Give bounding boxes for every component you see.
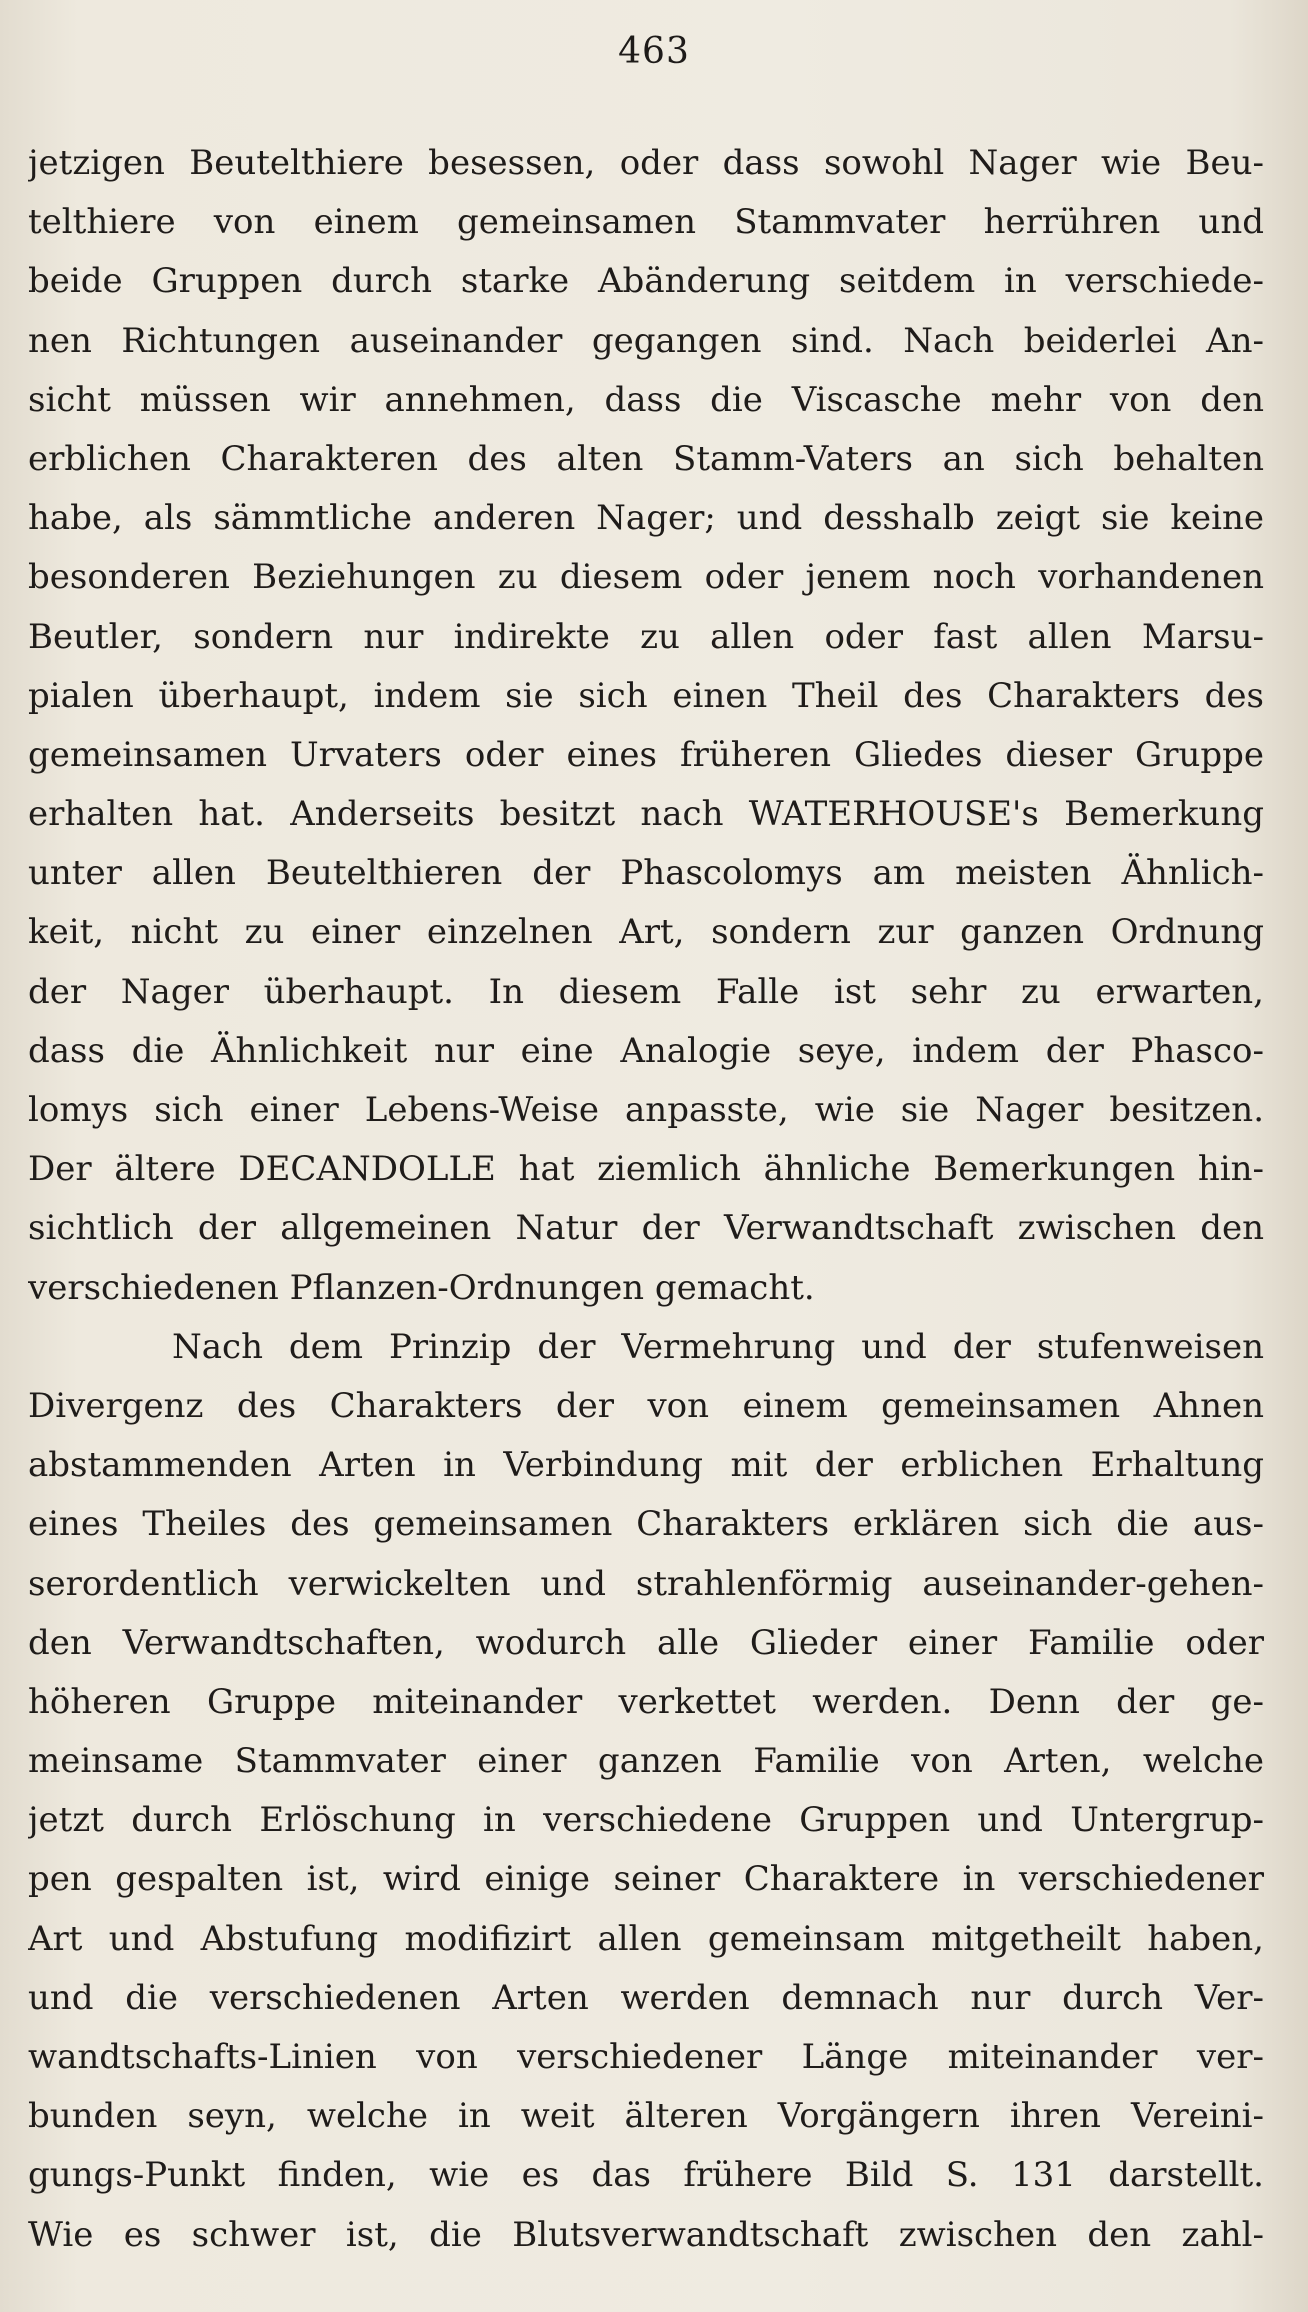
text-line: pialen überhaupt, indem sie sich einen Theil des Charakters des [28, 675, 1264, 716]
text-line: jetzigen Beutelthiere besessen, oder dass sowohl Nager wie Beu- [28, 143, 1264, 183]
text-line: sichtlich der allgemeinen Natur der Verwandtschaft zwischen den [28, 1208, 1264, 1249]
text-line: der Nager überhaupt. In diesem Falle ist sehr zu erwarten, [28, 971, 1264, 1012]
text-line: wandtschafts-Linien von verschiedener Länge miteinander ver- [28, 2037, 1264, 2077]
text-line: und die verschiedenen Arten werden demnach nur durch Ver- [28, 1977, 1264, 2018]
body-text [28, 134, 1264, 2265]
text-line: meinsame Stammvater einer ganzen Familie von Arten, welche [28, 1741, 1264, 1782]
text-line: Der ältere DECANDOLLE hat ziemlich ähnliche Bemerkungen hin- [28, 1149, 1264, 1190]
text-line: den Verwandtschaften, wodurch alle Glieder einer Familie oder [28, 1622, 1264, 1663]
text-line: Wie es schwer ist, die Blutsverwandtschaft zwischen den zahl- [28, 2214, 1264, 2255]
text-line: verschiedenen Pflanzen-Ordnungen gemacht. [28, 1267, 815, 1308]
text-line: bunden seyn, welche in weit älteren Vorgängern ihren Vereini- [28, 2096, 1264, 2137]
text-line: abstammenden Arten in Verbindung mit der erblichen Erhaltung [28, 1445, 1264, 1486]
text-line: jetzt durch Erlöschung in verschiedene Gruppen und Untergrup- [28, 1800, 1264, 1841]
text-line: nen Richtungen auseinander gegangen sind. Nach beiderlei An- [28, 320, 1264, 361]
text-line: Divergenz des Charakters der von einem gemeinsamen Ahnen [28, 1385, 1264, 1426]
text-line: unter allen Beutelthieren der Phascolomys am meisten Ähnlich- [28, 853, 1264, 894]
text-line: Nach dem Prinzip der Vermehrung und der stufenweisen [172, 1326, 1264, 1367]
text-line: erblichen Charakteren des alten Stamm-Vaters an sich behalten [28, 438, 1264, 479]
text-line: serordentlich verwickelten und strahlenförmig auseinander-gehen- [28, 1563, 1264, 1604]
text-line: erhalten hat. Anderseits besitzt nach WATERHOUSE's Bemerkung [28, 794, 1264, 835]
text-line: höheren Gruppe miteinander verkettet werden. Denn der ge- [28, 1681, 1264, 1722]
text-line: pen gespalten ist, wird einige seiner Charaktere in verschiedener [28, 1859, 1264, 1900]
text-line: lomys sich einer Lebens-Weise anpasste, wie sie Nager besitzen. [28, 1090, 1264, 1130]
page-number: 463 [618, 31, 690, 72]
text-line: gungs-Punkt finden, wie es das frühere Bild S. 131 darstellt. [28, 2155, 1264, 2196]
text-line: eines Theiles des gemeinsamen Charakters erklären sich die aus- [28, 1504, 1264, 1545]
text-line: besonderen Beziehungen zu diesem oder jenem noch vorhandenen [28, 557, 1264, 598]
text-line: gemeinsamen Urvaters oder eines früheren Gliedes dieser Gruppe [28, 734, 1264, 775]
text-line: beide Gruppen durch starke Abänderung seitdem in verschiede- [28, 261, 1264, 302]
text-line: telthiere von einem gemeinsamen Stammvater herrühren und [28, 202, 1264, 243]
text-line: Art und Abstufung modifizirt allen gemeinsam mitgetheilt haben, [28, 1918, 1264, 1959]
text-line: Beutler, sondern nur indirekte zu allen oder fast allen Marsu- [28, 616, 1264, 657]
text-line: dass die Ähnlichkeit nur eine Analogie seye, indem der Phasco- [28, 1030, 1264, 1071]
text-line: sicht müssen wir annehmen, dass die Viscasche mehr von den [28, 379, 1264, 420]
text-line: habe, als sämmtliche anderen Nager; und desshalb zeigt sie keine [28, 498, 1264, 539]
text-line: keit, nicht zu einer einzelnen Art, sondern zur ganzen Ordnung [28, 912, 1264, 953]
